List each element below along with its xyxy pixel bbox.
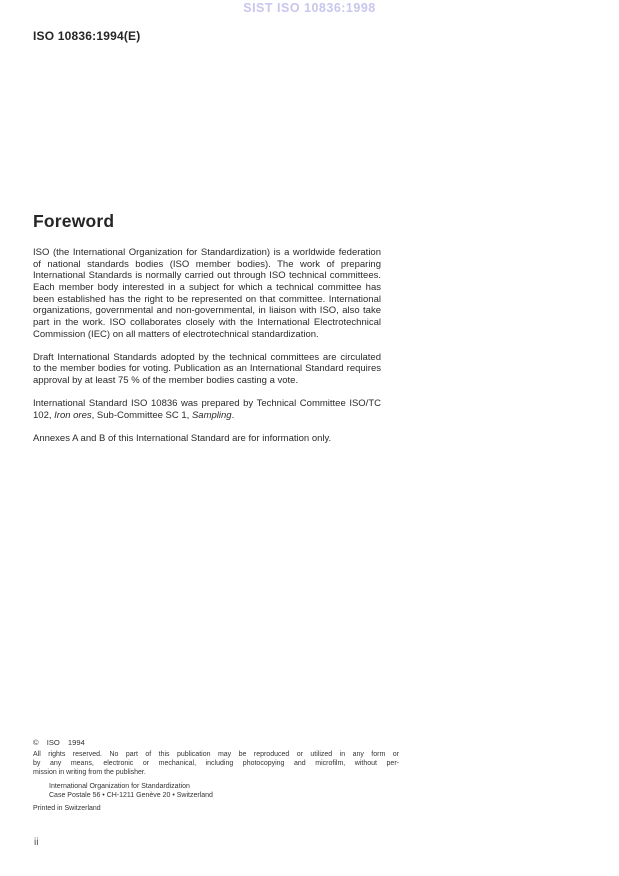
plain-text: International Standard ISO 10836 was prepared by Technical Committee ISO/TC 102, — [33, 398, 381, 421]
publisher-address — [49, 782, 399, 800]
document-reference: ISO 10836:1994(E) — [33, 29, 141, 43]
foreword-paragraph-3 — [33, 398, 381, 421]
copyright-notice: © ISO 1994 — [33, 738, 85, 747]
foreword-paragraph-1: ISO (the International Organization for Standardization) is a worldwide federation of national standards bodies (ISO member bodies). The work of preparing International Standards is normally carried out through ISO technical committees. Each member body interested in a subject for which a technical committee has been established has the right to be represented on that committee. International organizations, governmental and non-governmental, in liaison with ISO, also take part in the work. ISO collaborates closely with the International Electrotechnical Commission (IEC) on all matters of electrotechnical standardization. — [33, 247, 381, 340]
publisher-name: International Organization for Standardization — [49, 782, 190, 790]
publisher-location: Case Postale 56 • CH-1211 Genève 20 • Switzerland — [49, 791, 213, 799]
plain-text: , Sub-Committee SC 1, — [91, 409, 192, 421]
foreword-paragraph-4: Annexes A and B of this International Standard are for information only. — [33, 433, 332, 445]
foreword-section — [33, 211, 381, 456]
watermark: SIST ISO 10836:1998 — [243, 1, 376, 15]
italic-text: Sampling — [191, 409, 232, 421]
page-number: ii — [34, 837, 39, 848]
foreword-heading: Foreword — [33, 211, 115, 231]
plain-text: . — [231, 409, 235, 421]
copyright-block — [33, 738, 399, 813]
rights-text-line-2: by any means, electronic or mechanical, including photocopying and microfilm, without per- — [33, 760, 399, 768]
rights-text-line-1: All rights reserved. No part of this publication may be reproduced or utilized in any form or — [33, 751, 399, 758]
rights-text-line-3: mission in writing from the publisher. — [33, 769, 146, 777]
italic-text: Iron ores — [54, 409, 92, 421]
foreword-paragraph-2: Draft International Standards adopted by the technical committees are circulated to the member bodies for voting. Publication as an International Standard requires approval by at least 75 % of the member bodies casting a vote. — [33, 351, 381, 387]
printed-in-note: Printed in Switzerland — [33, 805, 101, 813]
